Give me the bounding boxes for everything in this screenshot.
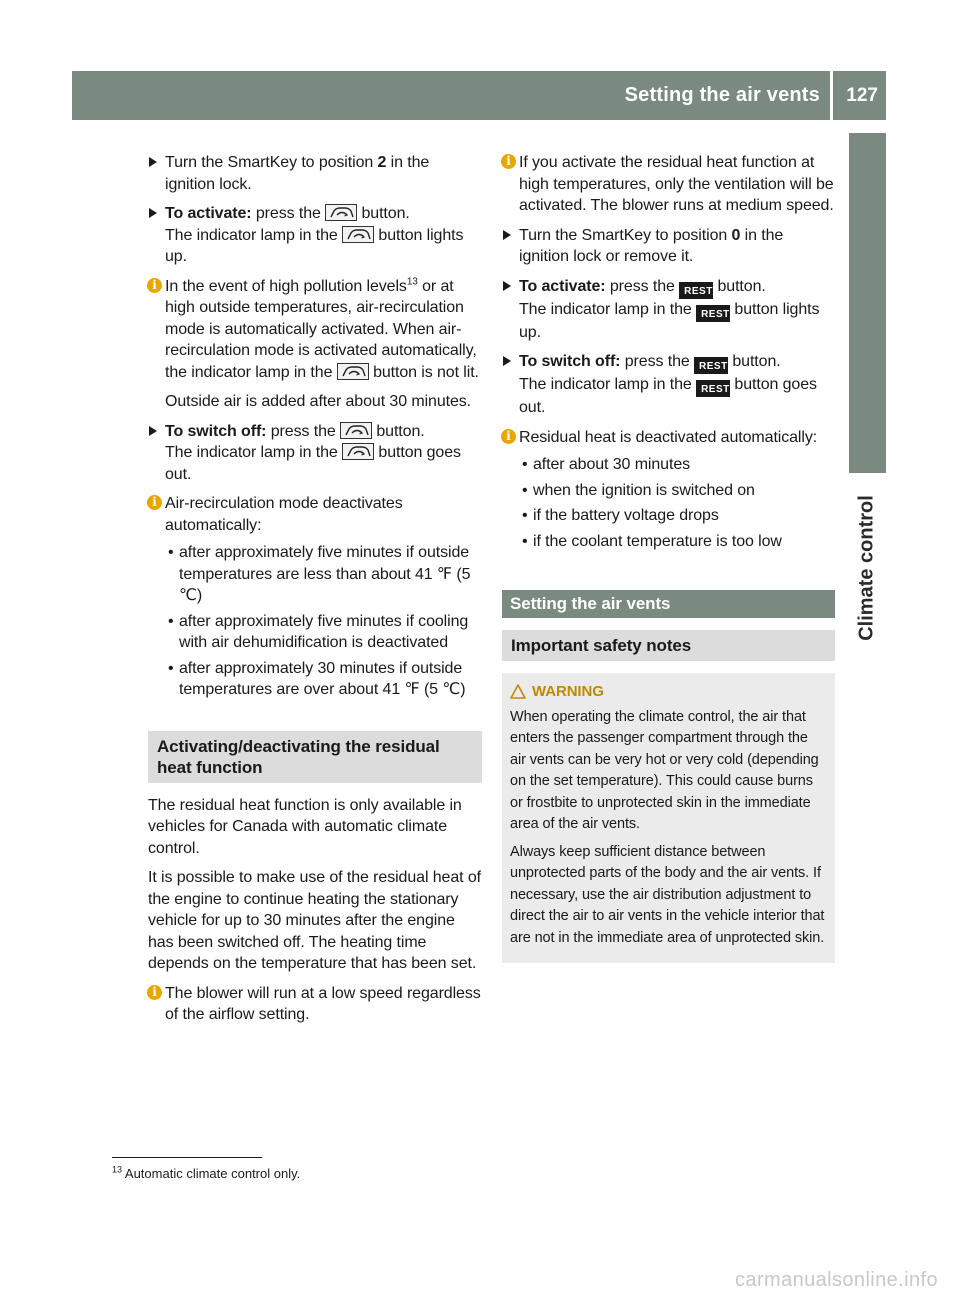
- step-arrow-icon: [149, 208, 157, 218]
- warning-text: Always keep sufficient distance between unprotected parts of the body and the air vents. If necessary, use the air distribution adjustment to direct the air to air vents in the vehicle interior that are not in the immediate area of unprotected skin.: [510, 843, 825, 946]
- list-item: • if the battery voltage drops: [519, 505, 835, 527]
- chapter-tab-label: Climate control: [855, 495, 878, 641]
- list-item: • if the coolant temperature is too low: [519, 531, 835, 553]
- info-icon: i: [501, 154, 516, 169]
- side-accent-block: [849, 133, 886, 473]
- bullet-list: [519, 454, 835, 552]
- recirculation-button-icon: [342, 443, 374, 460]
- instruction-step: To activate: press the button. The indicator lamp in the button lights up.: [148, 203, 482, 268]
- info-icon: i: [147, 278, 162, 293]
- list-item: • when the ignition is switched on: [519, 480, 835, 502]
- list-item: • after approximately 30 minutes if outside temperatures are over about 41 ℉ (5 ℃): [165, 658, 482, 701]
- instruction-step: To activate: press the REST button. The indicator lamp in the REST button lights up.: [502, 276, 835, 344]
- warning-header: WARNING: [510, 681, 827, 703]
- info-icon: i: [501, 429, 516, 444]
- step-arrow-icon: [503, 356, 511, 366]
- left-column: [148, 152, 482, 1034]
- header-divider: [830, 71, 833, 120]
- recirculation-button-icon: [340, 422, 372, 439]
- list-item: • after about 30 minutes: [519, 454, 835, 476]
- instruction-step: Turn the SmartKey to position 2 in the ignition lock.: [148, 152, 482, 195]
- step-arrow-icon: [149, 426, 157, 436]
- section-heading-main: Setting the air vents: [502, 590, 835, 618]
- instruction-step: To switch off: press the REST button. The indicator lamp in the REST button goes out.: [502, 351, 835, 419]
- step-arrow-icon: [503, 230, 511, 240]
- info-icon: i: [147, 985, 162, 1000]
- step-arrow-icon: [149, 157, 157, 167]
- page-number: 127: [846, 85, 878, 106]
- rest-button-icon: REST: [696, 380, 730, 397]
- step-arrow-icon: [503, 281, 511, 291]
- right-column: [502, 152, 835, 963]
- info-icon: i: [147, 495, 162, 510]
- instruction-step: To switch off: press the button. The indicator lamp in the button goes out.: [148, 421, 482, 486]
- info-note: i Air-recirculation mode deactivates automatically: • after approximately five minutes if outside temperatures are less than about 41 ℉ (5 ℃) • after approximately five minutes if cooling with air dehumidification is deactivated • after approximately 30 minutes if outside temperatures are over about 41 ℉ (5 ℃): [148, 493, 482, 701]
- section-heading-sub: Important safety notes: [502, 630, 835, 661]
- recirculation-button-icon: [325, 204, 357, 221]
- info-note: i If you activate the residual heat function at high temperatures, only the ventilation will be activated. The blower runs at medium speed.: [502, 152, 835, 217]
- instruction-step: Turn the SmartKey to position 0 in the ignition lock or remove it.: [502, 225, 835, 268]
- list-item: • after approximately five minutes if outside temperatures are less than about 41 ℉ (5 ℃): [165, 542, 482, 607]
- info-note: i Residual heat is deactivated automatically: • after about 30 minutes • when the ignition is switched on • if the battery voltage drops • if the coolant temperature is too low: [502, 427, 835, 553]
- rest-button-icon: REST: [694, 357, 728, 374]
- rest-button-icon: REST: [696, 305, 730, 322]
- footnote: $^{13}$ Automatic climate control only.: [112, 1164, 301, 1181]
- section-heading: Activating/deactivating the residual heat function: [148, 731, 482, 783]
- paragraph: It is possible to make use of the residual heat of the engine to continue heating the stationary vehicle for up to 30 minutes after the engine has been switched off. The heating time depends on the temperature that has been set.: [148, 869, 481, 972]
- section-title: Setting the air vents: [624, 84, 820, 106]
- rest-button-icon: REST: [679, 282, 713, 299]
- page-header-bar: [72, 71, 886, 120]
- recirculation-button-icon: [337, 363, 369, 380]
- footnote-rule: [112, 1157, 262, 1158]
- list-item: • after approximately five minutes if cooling with air dehumidification is deactivated: [165, 611, 482, 654]
- paragraph: The residual heat function is only available in vehicles for Canada with automatic climate control.: [148, 796, 462, 857]
- warning-box: [502, 673, 835, 963]
- warning-triangle-icon: [510, 684, 526, 699]
- chapter-tab[interactable]: [849, 473, 886, 663]
- bullet-list: [165, 542, 482, 701]
- watermark[interactable]: carmanualsonline.info: [735, 1269, 938, 1291]
- recirculation-button-icon: [342, 226, 374, 243]
- warning-text: When operating the climate control, the air that enters the passenger compartment through the air vents can be very hot or very cold (depending on the set temperature). This could cause burns or frostbite to unprotected skin in the immediate area of the air vents.: [510, 708, 819, 832]
- info-note: i The blower will run at a low speed regardless of the airflow setting.: [148, 983, 482, 1026]
- spacer: [502, 560, 835, 590]
- info-note: i In the event of high pollution levels$^{13}$ or at high outside temperatures, air-recirculation mode is automatically activated. When air-recirculation mode is activated automatically, the indicator lamp in the button is not lit. Outside air is added after about 30 minutes.: [148, 276, 482, 413]
